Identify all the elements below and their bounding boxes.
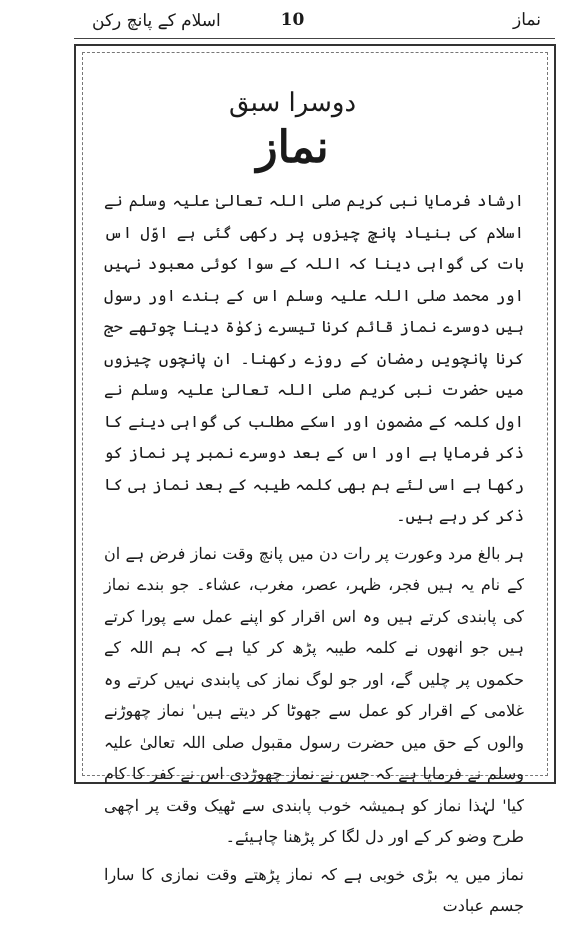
- chapter-title: نماز: [256, 122, 329, 173]
- header-rule: [74, 38, 555, 39]
- page-header: [0, 0, 585, 44]
- header-book-title: اسلام کے پانچ رکن: [92, 11, 221, 31]
- lesson-label: دوسرا سبق: [228, 88, 357, 118]
- body-text: [104, 185, 524, 928]
- paragraph: نماز میں یہ بڑی خوبی ہے کہ نماز پڑھتے وقت نمازی کا سارا جسم عبادت: [104, 864, 524, 915]
- page-number: 10: [280, 10, 305, 30]
- paragraph: ہر بالغ مرد وعورت پر رات دن میں پانچ وقت نماز فرض ہے ان کے نام یہ ہیں فجر، ظہر، عصر، مغرب، عشاء۔ جو بندے نماز کی پابندی کرتے ہیں وہ اس اقرار کو اپنے عمل سے پورا کرتے ہیں جو انھوں نے کلمہ طیبہ پڑھ کر کیا ہے کہ ہم اللہ کے حکموں پر چلیں گے، اور جو لوگ نماز کی پابندی نہیں کرتے وہ غلامی کے اقرار کو عمل سے جھوٹا کر دیتے ہیں' نماز چھوڑنے والوں کے حق میں حضرت رسول مقبول صلی اللہ تعالیٰ علیہ وسلم نے فرمایا ہے کہ جس نے نماز چھوڑدی اس نے کفر کا کام کیا' لہٰذا نماز کو ہمیشہ خوب پابندی سے ٹھیک وقت پر اچھی طرح وضو کر کے اور دل لگا کر پڑھنا چاہیئے۔: [104, 543, 525, 846]
- paragraph: ارشاد فرمایا نبی کریم صلی اللہ تعالیٰ علیہ وسلم نے اسلام کی بنیاد پانچ چیزوں پر رکھی گئی ہے اوّل اس بات کی گواہی دینا کہ اللہ کے سوا کوئی معبود نہیں اور محمد صلی اللہ علیہ وسلم اس کے بندے اور رسول ہیں دوسرے نماز قائم کرنا تیسرے زکوٰۃ دینا چوتھے حج کرنا پانچویں رمضان کے روزے رکھنا۔ ان پانچوں چیزوں میں حضرت نبی کریم صلی اللہ تعالیٰ علیہ وسلم نے اول کلمہ کے مضمون اور اسکے مطلب کی گواہی دینے کا ذکر فرمایا ہے اور اس کے بعد دوسرے نمبر پر نماز کو رکھا ہے اسی لئے ہم بھی کلمہ طیبہ کے بعد نماز ہی کا ذکر کر رہے ہیں۔: [104, 191, 524, 525]
- header-section-title: نماز: [513, 10, 541, 30]
